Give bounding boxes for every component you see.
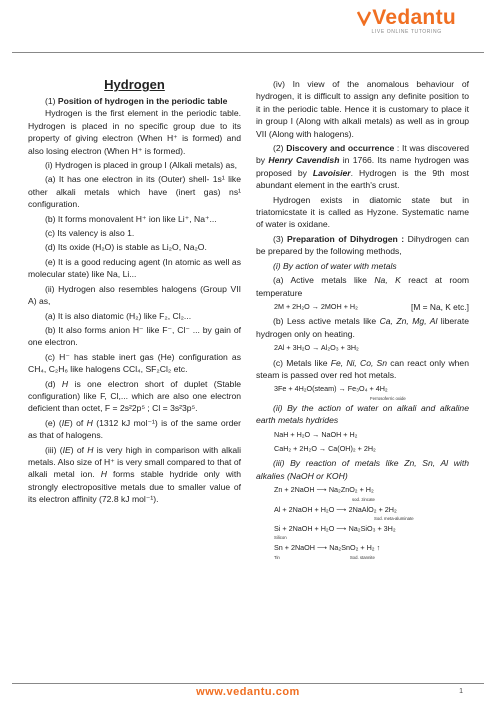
paragraph: (c) Metals like Fe, Ni, Co, Sn can react only when steam is passed over red hot metals.: [256, 357, 469, 380]
vedantu-logo: [357, 6, 456, 35]
footer-divider: [12, 683, 484, 684]
equation-label: Silicon: [274, 535, 287, 541]
subheading: (ii) By the action of water on alkali and alkaline earth metals hydrides: [256, 402, 469, 426]
right-column: [256, 78, 469, 561]
equation: NaH + H₂O → NaOH + H₂: [274, 429, 358, 439]
logo-text: Vedantu: [372, 6, 456, 29]
paragraph: (c) H⁻ has stable inert gas (He) configuration as CH₄, C₂H₆ like halogens CCl₄, SF₂Cl₂ etc.: [28, 351, 241, 375]
equation-label: Sod. stannite: [349, 554, 375, 560]
paragraph: (a) It is also diatomic (H₂) like F₂, Cl₂...: [45, 310, 192, 321]
equation: 2M + 2H₂O → 2MOH + H₂ [M = Na, K etc.]: [274, 301, 469, 312]
paragraph: (a) Active metals like Na, K react at room temperature: [256, 275, 470, 298]
paragraph: (iii) (IE) of H is very high in comparison with alkali metals. Also size of H⁺ is very small compared to that of alkali metal ion. H forms stable hydride only with strongly electropositive metals due to smaller value of its electron affinity (72.8 kJ mol⁻¹).: [28, 444, 241, 505]
paragraph: (i) Hydrogen is placed in group I (Alkali metals) as,: [45, 160, 238, 171]
paragraph-discovery: (2) Discovery and occurrence : It was discovered by Henry Cavendish in 1766. Its name hydrogen was proposed by Lavoisier. Hydrogen is the 9th most abundant element in the earth's crust.: [256, 143, 470, 191]
paragraph: Hydrogen is the first element in the periodic table. Hydrogen is placed in no specific group due to its property of giving electron (When H⁺ is formed) and also losing electron (When H⁺ is formed).: [28, 108, 241, 156]
logo-tagline: LIVE ONLINE TUTORING: [371, 29, 442, 35]
paragraph: (b) It forms monovalent H⁺ ion like Li⁺, Na⁺...: [45, 213, 217, 224]
footer-url-link[interactable]: www.vedantu.com: [196, 686, 300, 698]
paragraph: Hydrogen exists in diatomic state but in triatomicstate it is called as Hyzone. Systematic name of water is oxidane.: [256, 194, 469, 230]
paragraph: (c) Its valency is also 1.: [45, 228, 135, 239]
equation-label: sod. zincate: [352, 496, 375, 502]
equation: CaH₂ + 2H₂O → Ca(OH)₂ + 2H₂: [274, 443, 376, 453]
equation-label: Sod. meta-aluminate: [374, 516, 414, 521]
paragraph: (ii) Hydrogen also resembles halogens (Group VII A) as,: [28, 283, 241, 307]
equation: Sn + 2NaOH ⟶ Na₂SnO₂ + H₂ ↑ Tin Sod. stannite: [256, 542, 469, 559]
paragraph: (e) (IE) of H (1312 kJ mol⁻¹) is of the same order as that of halogens.: [28, 417, 241, 441]
page-number: 1: [459, 688, 463, 695]
paragraph: (a) It has one electron in its (Outer) shell- 1s¹ like other alkali metals which have (inert gas) ns¹ configuration.: [28, 174, 241, 210]
left-column: [28, 78, 241, 506]
subheading: (i) By action of water with metals: [273, 260, 397, 271]
paragraph: (d) H is one electron short of duplet (Stable configuration) like F, Cl,... which are also one electron deficient than octet, F = 2s²2p⁵ ; Cl = 3s²3p⁵.: [28, 378, 242, 414]
equation-label: Tin: [274, 554, 280, 560]
equation: Si + 2NaOH + H₂O ⟶ Na₂SiO₃ + 3H₂ Silicon: [256, 523, 469, 540]
paragraph: (b) Less active metals like Ca, Zn, Mg, Al liberate hydrogen only on heating.: [256, 316, 469, 339]
paragraph: (b) It also forms anion H⁻ like F⁻, Cl⁻ ... by gain of one electron.: [28, 324, 241, 348]
equation: 2Al + 3H₂O → Al₂O₃ + 3H₂: [274, 343, 359, 353]
header-divider: [12, 52, 484, 53]
equation-label-group: [274, 555, 469, 560]
paragraph: (d) Its oxide (H₂O) is stable as Li₂O, Na₂O.: [45, 242, 207, 253]
subheading: (iii) By reaction of metals like Zn, Sn, Al with alkalies (NaOH or KOH): [256, 458, 469, 481]
vedantu-v-icon: [357, 10, 371, 26]
paragraph: (iv) In view of the anomalous behaviour of hydrogen, it is difficult to assign any definite position to it in the periodic table. Hence it is customary to place it in group I (Along with alkali metals) as well as in group VII (Along with halogens).: [256, 79, 469, 139]
section-heading-preparation: (3) Preparation of Dihydrogen : Dihydrogen can be prepared by the following methods,: [256, 233, 469, 257]
equation: 3Fe + 4H₂O(steam) → Fe₃O₄ + 4H₂ Ferrosoferric oxide: [256, 383, 469, 400]
equation: Al + 2NaOH + H₂O ⟶ 2NaAlO₂ + 2H₂ Sod. meta-aluminate: [256, 504, 469, 521]
page-title: Hydrogen: [104, 77, 165, 92]
section-heading-position: (1) Position of hydrogen in the periodic table: [45, 96, 228, 106]
equation-label: Ferrosoferric oxide: [370, 395, 406, 401]
equation: Zn + 2NaOH ⟶ Na₂ZnO₂ + H₂ sod. zincate: [256, 484, 469, 501]
paragraph: (e) It is a good reducing agent (In atomic as well as molecular state) like Na, Li...: [28, 256, 241, 280]
